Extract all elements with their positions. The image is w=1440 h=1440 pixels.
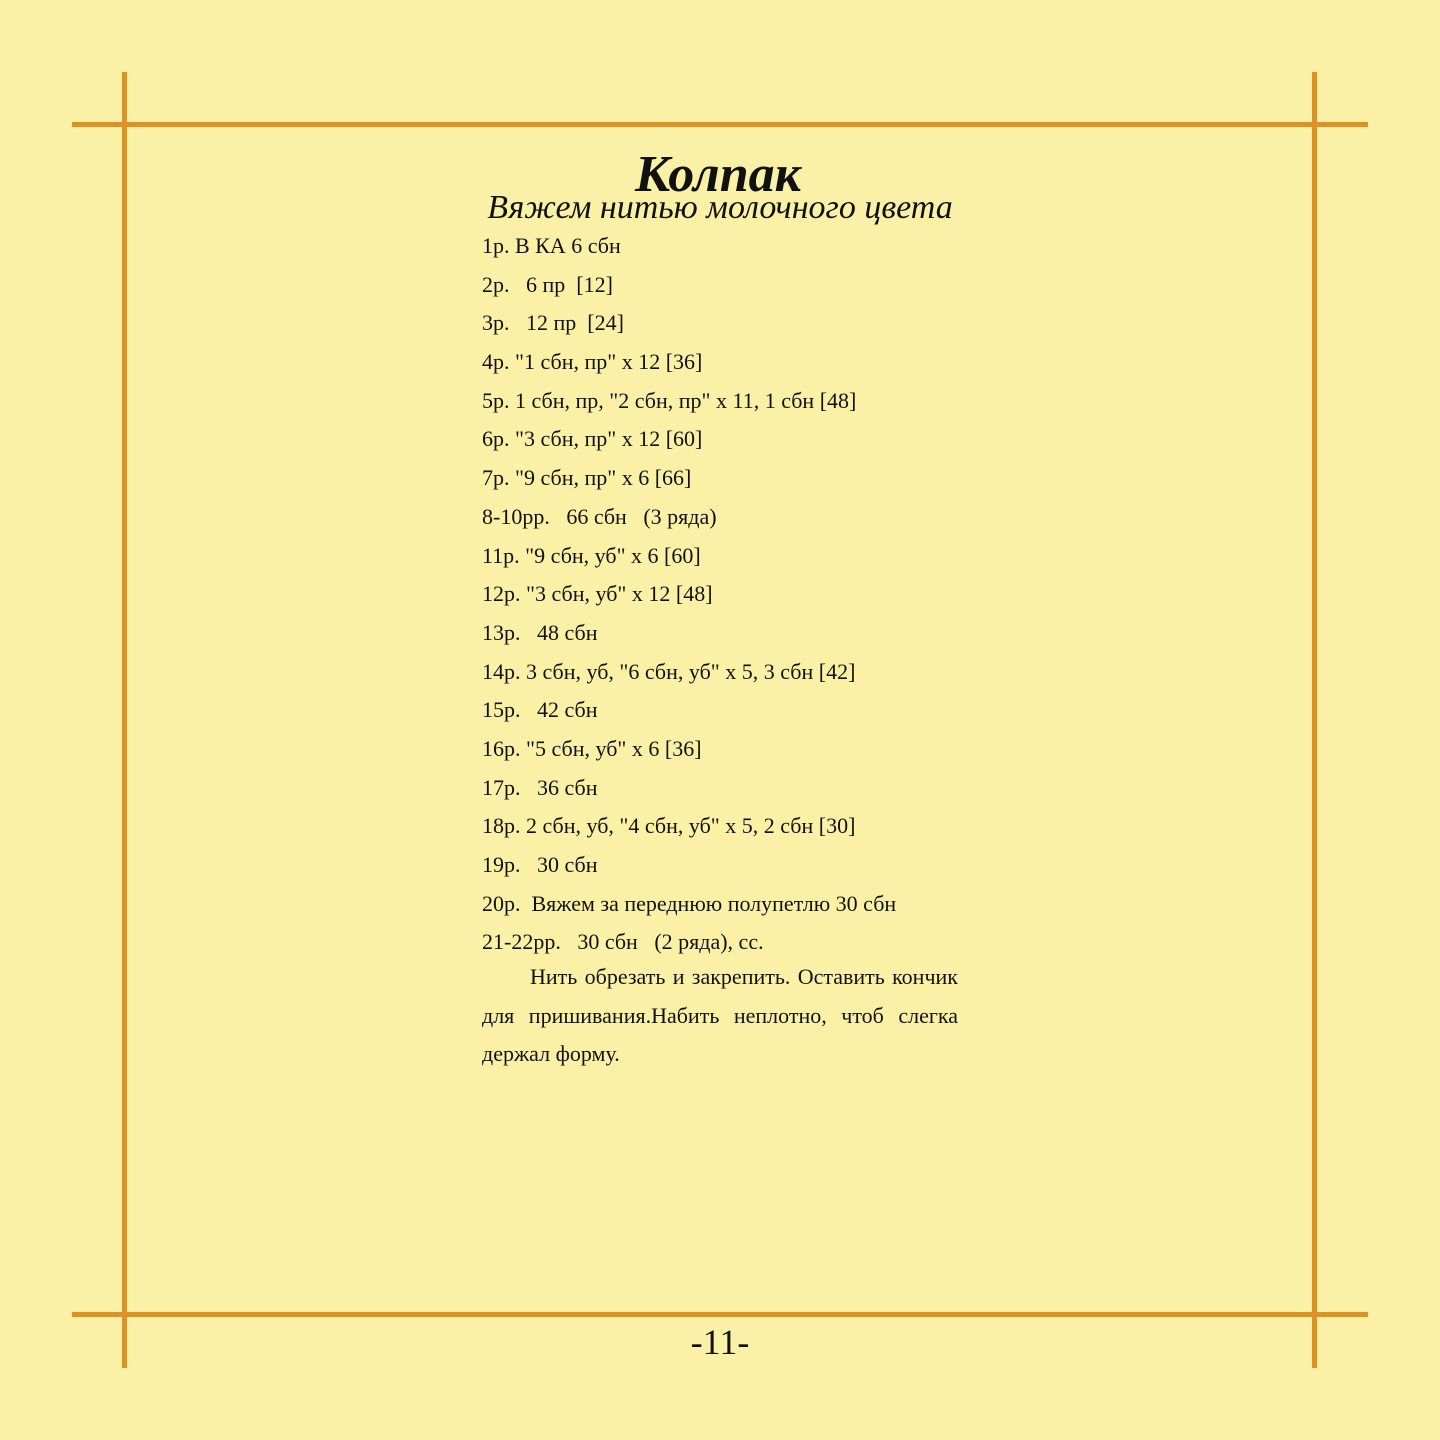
finishing-note: Нить обрезать и закрепить. Оставить кончик для пришивания.Набить неплотно, чтоб слегка держал форму.: [482, 964, 958, 1067]
frame-line-left: [122, 72, 127, 1368]
pattern-row-16: 16р. "5 сбн, уб" х 6 [36]: [482, 735, 702, 761]
pattern-row-18: 18р. 2 сбн, уб, "4 сбн, уб" х 5, 2 сбн [30]: [482, 813, 856, 839]
pattern-row-4: 4р. "1 сбн, пр" х 12 [36]: [482, 349, 703, 375]
pattern-row-8-10: 8-10рр. 66 сбн (3 ряда): [482, 503, 717, 529]
pattern-row-6: 6р. "3 сбн, пр" х 12 [60]: [482, 426, 703, 452]
pattern-row-1: 1р. В КА 6 сбн: [482, 233, 621, 258]
frame-line-bottom: [72, 1312, 1368, 1317]
pattern-row-17: 17р. 36 сбн: [482, 774, 598, 800]
pattern-row-12: 12р. "3 сбн, уб" х 12 [48]: [482, 581, 713, 607]
pattern-row-3: 3р. 12 пр [24]: [482, 310, 624, 336]
frame-line-top: [72, 122, 1368, 127]
pattern-row-14: 14р. 3 сбн, уб, "6 сбн, уб" х 5, 3 сбн [42]: [482, 658, 856, 684]
pattern-row-5: 5р. 1 сбн, пр, "2 сбн, пр" х 11, 1 сбн [48]: [482, 387, 857, 413]
pattern-row-2: 2р. 6 пр [12]: [482, 271, 613, 297]
pattern-row-15: 15р. 42 сбн: [482, 697, 598, 723]
page-number: -11-: [690, 1322, 750, 1362]
page-subtitle: Вяжем нитью молочного цвета: [487, 189, 953, 226]
pattern-row-19: 19р. 30 сбн: [482, 852, 598, 877]
pattern-row-11: 11р. "9 сбн, уб" х 6 [60]: [482, 542, 701, 568]
pattern-row-7: 7р. "9 сбн, пр" х 6 [66]: [482, 465, 692, 491]
frame-line-right: [1312, 72, 1317, 1368]
pattern-row-21-22: 21-22рр. 30 сбн (2 ряда), сс.: [482, 929, 764, 955]
pattern-row-20: 20р. Вяжем за переднюю полупетлю 30 сбн: [482, 890, 897, 916]
pattern-rows: [482, 227, 962, 962]
page-title: Колпак: [635, 146, 801, 203]
pattern-row-13: 13р. 48 сбн: [482, 619, 598, 645]
